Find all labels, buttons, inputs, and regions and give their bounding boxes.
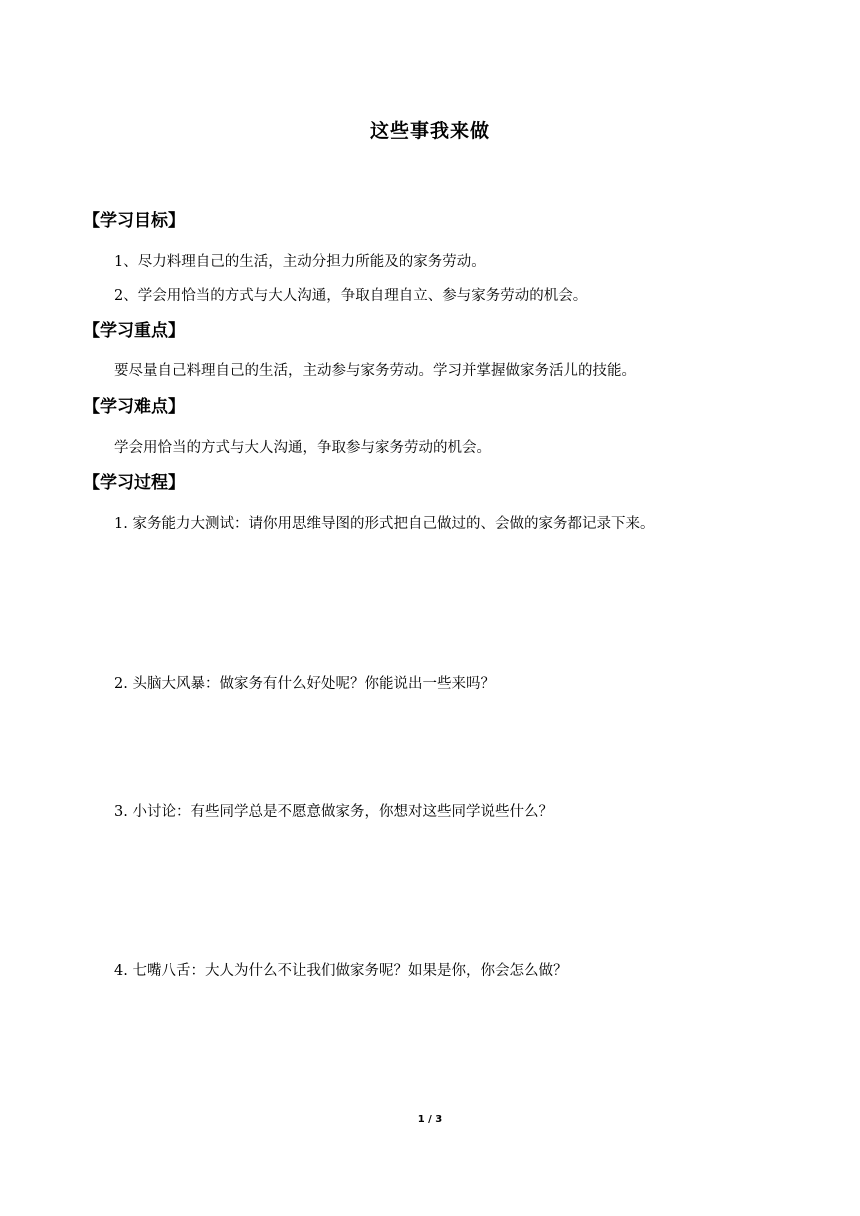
page-number: 1 / 3 [417,1114,443,1125]
section-heading-objectives: 【学习目标】 [83,211,185,231]
process-item: 4. 七嘴八舌：大人为什么不让我们做家务呢？如果是你，你会怎么做？ [114,963,568,979]
difficulties-text: 学会用恰当的方式与大人沟通，争取参与家务劳动的机会。 [114,440,491,456]
process-item: 3. 小讨论：有些同学总是不愿意做家务，你想对这些同学说些什么？ [114,804,553,820]
section-heading-key-points: 【学习重点】 [83,321,185,341]
objective-item: 1、尽力料理自己的生活，主动分担力所能及的家务劳动。 [114,254,486,270]
process-item: 1. 家务能力大测试：请你用思维导图的形式把自己做过的、会做的家务都记录下来。 [114,516,655,532]
key-points-text: 要尽量自己料理自己的生活，主动参与家务劳动。学习并掌握做家务活儿的技能。 [114,363,636,379]
objective-item: 2、学会用恰当的方式与大人沟通，争取自理自立、参与家务劳动的机会。 [114,288,588,304]
document-title: 这些事我来做 [369,120,490,142]
process-item: 2. 头脑大风暴：做家务有什么好处呢？你能说出一些来吗？ [114,676,495,692]
section-heading-process: 【学习过程】 [83,473,185,493]
section-heading-difficulties: 【学习难点】 [83,397,185,417]
